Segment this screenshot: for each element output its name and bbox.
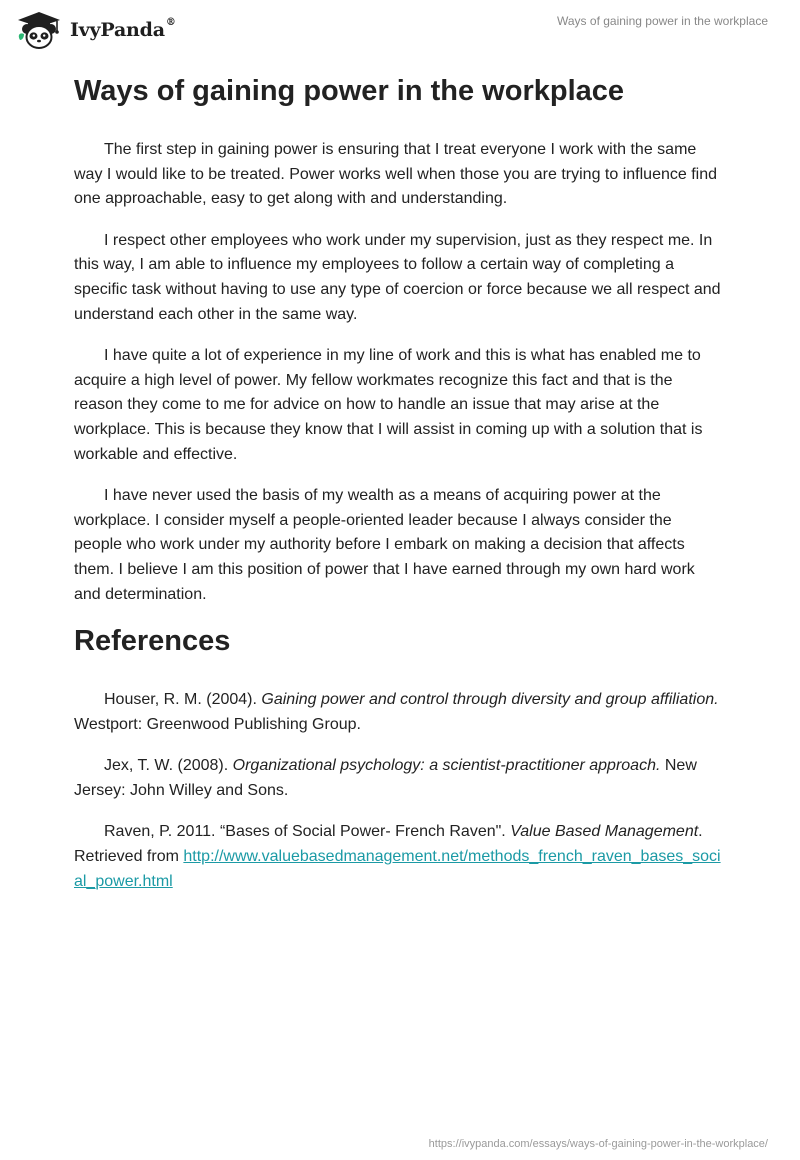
article-paragraph: I respect other employees who work under my supervision, just as they respect me. In this way, I am able to influence my employees to follow a certain way of completing a specific task without having to use any type of coercion or force because we all respect and understand each other in the same way. (74, 231, 721, 323)
brand-logo[interactable] (14, 10, 176, 50)
header-page-title: Ways of gaining power in the workplace (557, 14, 768, 28)
reference-link[interactable]: http://www.valuebasedmanagement.net/methods_french_raven_bases_social_power.html (74, 848, 721, 890)
brand-name: IvyPanda® (70, 16, 176, 41)
panda-graduate-icon (14, 10, 64, 50)
page-header (0, 0, 800, 60)
reference-item: Raven, P. 2011. “Bases of Social Power- French Raven". Value Based Management. Retrieved from http://www.valuebasedmanagement.net/methods_french_raven_bases_social_power.html (74, 823, 721, 890)
reference-item: Houser, R. M. (2004). Gaining power and control through diversity and group affiliation. Westport: Greenwood Publishing Group. (74, 691, 719, 733)
article-paragraph: I have quite a lot of experience in my line of work and this is what has enabled me to acquire a high level of power. My fellow workmates recognize this fact and that is the reason they come to me for advice on how to handle an issue that may arise at the workplace. This is because they know that I will assist in coming up with a solution that is workable and effective. (74, 347, 703, 463)
article-content (74, 74, 724, 911)
article-paragraph: I have never used the basis of my wealth as a means of acquiring power at the workplace. I consider myself a people-oriented leader because I always consider the people who work under my authority before I embark on making a decision that affects them. I believe I am this position of power that I have earned through my own hard work and determination. (74, 487, 695, 603)
reference-item: Jex, T. W. (2008). Organizational psychology: a scientist-practitioner approach. New Jersey: John Willey and Sons. (74, 757, 697, 799)
references-heading: References (74, 625, 231, 658)
footer-source-url: https://ivypanda.com/essays/ways-of-gaining-power-in-the-workplace/ (428, 1138, 768, 1150)
article-title: Ways of gaining power in the workplace (74, 75, 625, 107)
article-paragraph: The first step in gaining power is ensuring that I treat everyone I work with the same way I would like to be treated. Power works well when those you are trying to influence find one approachable, easy to get along with and understanding. (74, 141, 717, 208)
